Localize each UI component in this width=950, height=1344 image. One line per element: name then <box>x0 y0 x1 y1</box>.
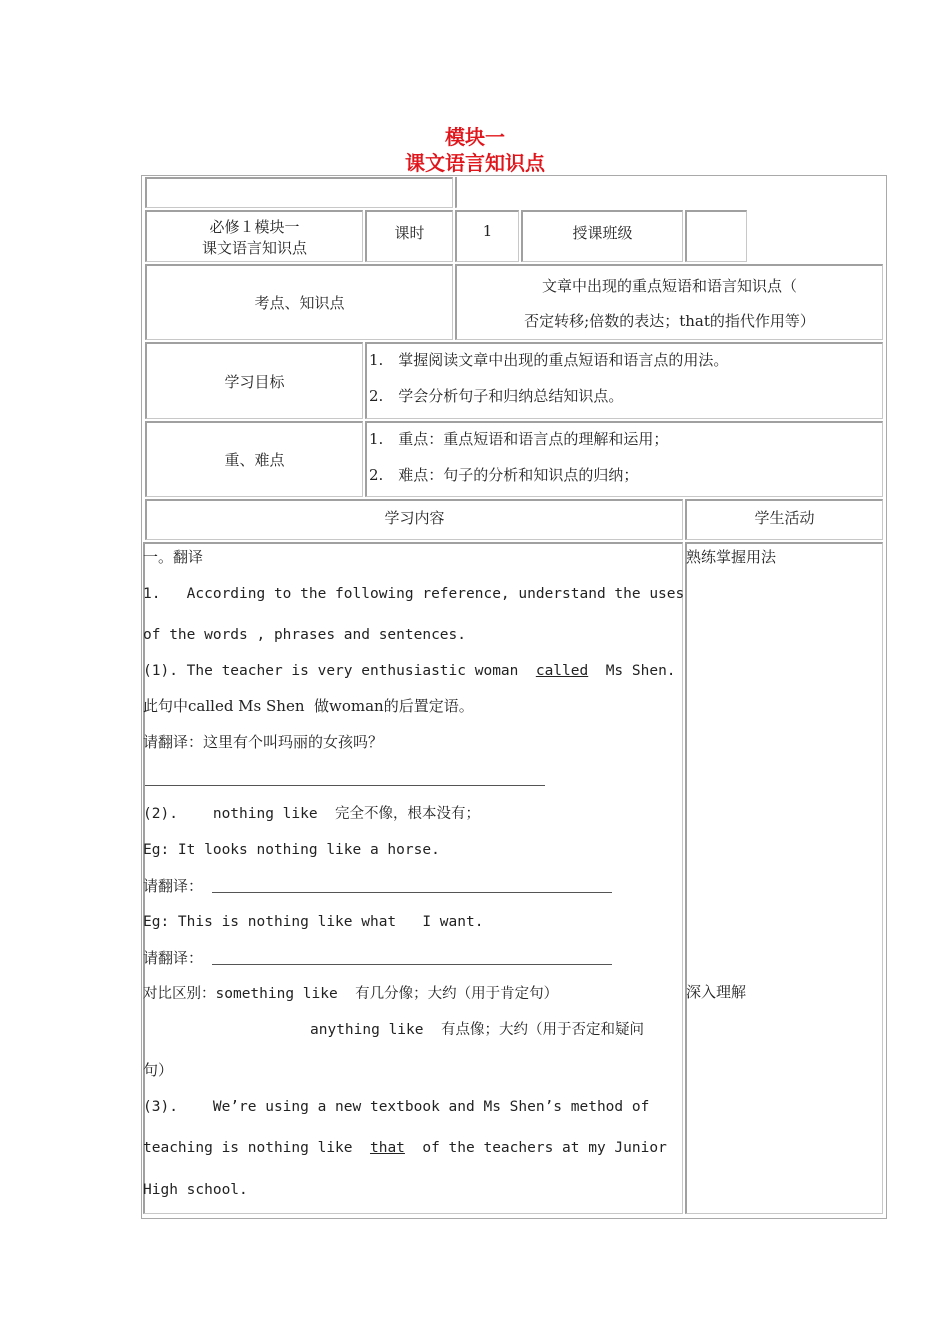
phrase-heading: (2). nothing like 完全不像，根本没有； <box>143 806 481 822</box>
example-sentence-3: (3). We’re using a new textbook and Ms Shen’s method of <box>143 1099 650 1115</box>
period-value: 1 <box>482 222 493 240</box>
underlined-word: that <box>369 1140 405 1156</box>
instruction-line: 1. According to the following reference, understand the uses <box>143 586 685 602</box>
goals-label: 学习目标 <box>224 372 285 391</box>
example-line: Eg: This is nothing like what I want. <box>143 914 484 930</box>
period-label-cell <box>365 210 453 262</box>
translate-prompt: 请翻译： <box>143 949 204 967</box>
page-subtitle: 课文语言知识点 <box>405 151 545 175</box>
example-sentence-1: (1). The teacher is very enthusiastic woman called Ms Shen. <box>143 663 676 679</box>
goals-label-cell <box>145 342 363 419</box>
key-point-item: 2. 难点：句子的分析和知识点的归纳； <box>369 466 639 484</box>
knowledge-label-cell <box>145 264 453 340</box>
goals-content-cell <box>365 342 883 419</box>
key-label: 重、难点 <box>224 451 285 469</box>
instruction-line: of the words , phrases and sentences. <box>143 627 467 643</box>
example-sentence-3-end: High school. <box>143 1182 248 1198</box>
translate-prompt: 请翻译：这里有个叫玛丽的女孩吗？ <box>143 733 384 751</box>
class-label-cell <box>521 210 683 262</box>
knowledge-line-1: 文章中出现的重点短语和语言知识点（ <box>541 276 797 295</box>
course-name: 必修１模块一 <box>209 217 300 236</box>
content-header-cell <box>145 499 683 540</box>
goal-item: 1. 掌握阅读文章中出现的重点短语和语言点的用法。 <box>369 351 729 369</box>
knowledge-content-cell <box>455 264 883 340</box>
section-heading: 一。翻译 <box>143 548 204 566</box>
comparison-line-end: 句） <box>143 1061 174 1079</box>
goal-item: 2. 学会分析句子和归纳总结知识点。 <box>369 387 624 405</box>
page-title: 模块一 <box>445 125 505 149</box>
course-cell <box>145 210 363 262</box>
class-label: 授课班级 <box>572 224 633 242</box>
activity-header: 学生活动 <box>754 509 815 527</box>
key-label-cell <box>145 421 363 497</box>
key-content-cell <box>365 421 883 497</box>
period-value-cell <box>455 210 519 262</box>
course-topic: 课文语言知识点 <box>201 238 307 257</box>
activity-header-cell <box>685 499 883 540</box>
activity-note-1: 熟练掌握用法 <box>686 548 777 566</box>
knowledge-label: 考点、知识点 <box>254 294 345 312</box>
top-empty-cell <box>145 177 453 208</box>
answer-line <box>212 892 612 893</box>
answer-line <box>145 785 545 786</box>
key-point-item: 1. 重点：重点短语和语言点的理解和运用； <box>369 430 669 448</box>
comparison-line: anything like 有点像；大约（用于否定和疑问 <box>310 1022 644 1038</box>
translate-prompt: 请翻译： <box>143 877 204 895</box>
class-value-cell <box>685 210 747 262</box>
content-header: 学习内容 <box>384 509 445 527</box>
explanation-line: 此句中called Ms Shen 做woman的后置定语。 <box>143 697 474 715</box>
example-sentence-3-cont: teaching is nothing like that of the teachers at my Junior <box>143 1140 667 1156</box>
activity-note-2: 深入理解 <box>686 983 747 1001</box>
example-line: Eg: It looks nothing like a horse. <box>143 842 440 858</box>
period-label: 课时 <box>394 224 425 242</box>
activity-body-cell <box>685 542 883 1214</box>
knowledge-line-2: 否定转移;倍数的表达；that的指代作用等） <box>524 311 815 330</box>
underlined-word: called <box>535 663 589 679</box>
top-empty-cell-right <box>455 177 457 208</box>
comparison-line: 对比区别：something like 有几分像；大约（用于肯定句） <box>143 986 559 1002</box>
answer-line <box>212 964 612 965</box>
